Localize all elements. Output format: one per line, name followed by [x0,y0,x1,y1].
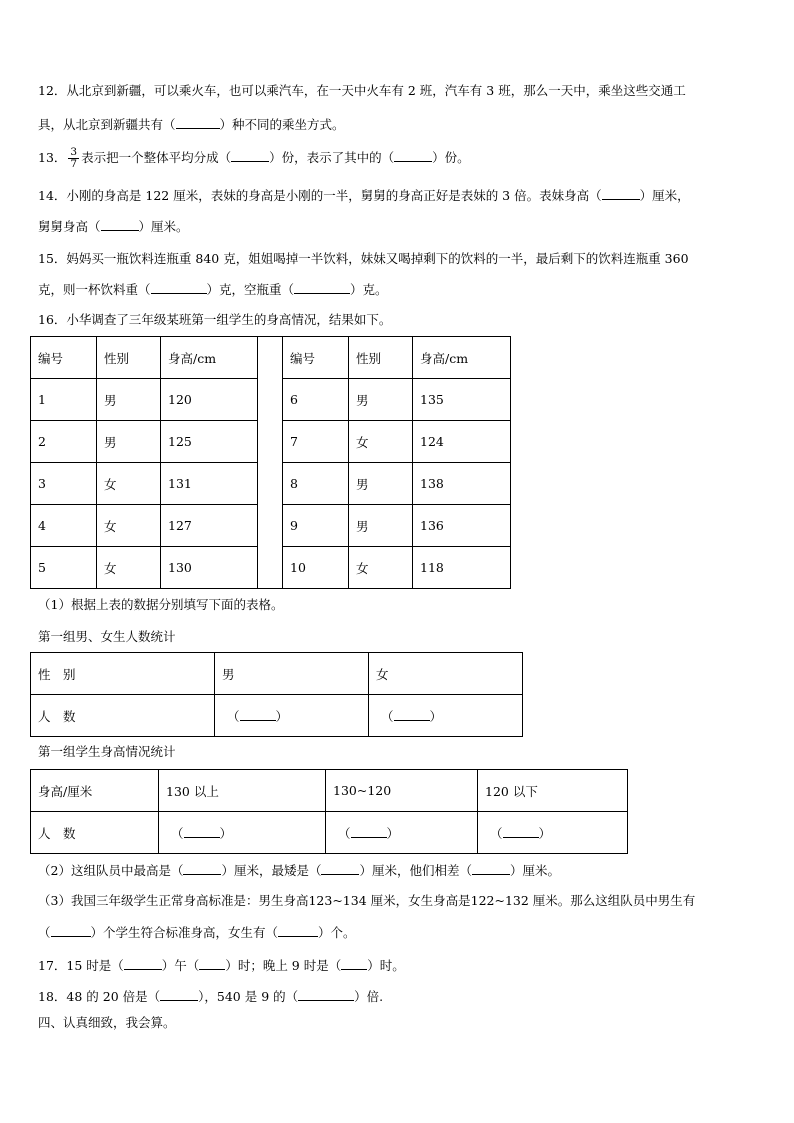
table2-title: 第一组男、女生人数统计 [38,629,176,644]
q16-sub1: （1）根据上表的数据分别填写下面的表格。 [38,597,284,612]
q14-blank-1[interactable] [602,187,640,200]
cell-female: 女 [369,653,523,695]
cell-height-label: 身高/厘米 [31,770,159,812]
below-120-count-blank[interactable] [478,812,628,854]
cell-height: 127 [161,505,258,547]
paren-open: （ [171,825,184,841]
cell-count-label: 人 数 [31,695,215,737]
paren-close: ） [275,708,289,724]
answer-blank[interactable] [240,708,276,721]
section-4-heading: 四、认真细致，我会算。 [38,1015,176,1030]
cell-count-label: 人 数 [31,812,159,854]
range-120-130-count-blank[interactable] [326,812,478,854]
q15-blank-1[interactable] [151,281,207,294]
header-height: 身高/cm [161,337,258,379]
q15-line2 [38,281,388,298]
table-row [31,770,628,812]
q13-text-a: 表示把一个整体平均分成（ [81,150,232,165]
table3-title: 第一组学生身高情况统计 [38,744,176,759]
cell-height: 124 [413,421,511,463]
answer-blank[interactable] [394,708,430,721]
q13-text-b: ）份，表示了其中的（ [269,150,395,165]
q12-text-b: ）种不同的乘坐方式。 [219,117,345,132]
cell-range-above-130: 130 以上 [159,770,326,812]
cell-number: 5 [31,547,97,589]
cell-gender: 女 [349,421,413,463]
cell-height: 135 [413,379,511,421]
q13-blank-2[interactable] [394,149,432,162]
q15-text-c: ）克。 [350,282,388,297]
paren-close: ） [219,825,233,841]
q17-text-a: 17．15 时是（ [38,958,124,973]
q13-text-c: ）份。 [432,150,470,165]
q13-fraction-numerator: 3 [70,146,78,158]
q16-intro: 16．小华调查了三年级某班第一组学生的身高情况，结果如下。 [38,312,392,327]
q17-text-c: ）时；晚上 9 时是（ [225,958,342,973]
table-row [31,653,523,695]
cell-gender-label: 性 别 [31,653,215,695]
q15-text-b: ）克，空瓶重（ [206,282,295,297]
girls-standard-blank[interactable] [278,924,318,937]
q14-text-b: ）厘米， [639,188,690,203]
cell-gender: 女 [97,463,161,505]
header-gender: 性别 [97,337,161,379]
q14-text-c: 舅舅身高（ [38,219,101,234]
cell-gender: 男 [97,421,161,463]
cell-gender: 男 [349,379,413,421]
sub2-text-d: ）厘米。 [510,863,561,878]
q14-text-d: ）厘米。 [138,219,189,234]
q17-line [38,957,405,974]
paren-open: （ [490,825,503,841]
cell-male: 男 [215,653,369,695]
answer-blank[interactable] [503,825,539,838]
cell-height: 118 [413,547,511,589]
table-divider-gap [258,337,283,589]
paren-close: ） [386,825,400,841]
paren-open: （ [338,825,351,841]
cell-height: 131 [161,463,258,505]
above-130-count-blank[interactable] [159,812,326,854]
table-row [31,812,628,854]
answer-blank[interactable] [351,825,387,838]
cell-height: 130 [161,547,258,589]
q16-sub3-line1: （3）我国三年级学生正常身高标准是：男生身高123~134 厘米，女生身高是122~132 厘米。那么这组队员中男生有 [38,893,696,908]
cell-gender: 男 [97,379,161,421]
q17-blank-1[interactable] [124,957,162,970]
q13-line [38,146,470,170]
q18-blank-2[interactable] [298,988,354,1001]
q15-line1: 15．妈妈买一瓶饮料连瓶重 840 克，姐姐喝掉一半饮料，妹妹又喝掉剩下的饮料的一半，最后剩下的饮料连瓶重 360 [38,251,689,266]
cell-number: 7 [283,421,349,463]
paren-close: ） [429,708,443,724]
q17-blank-3[interactable] [341,957,367,970]
cell-height: 120 [161,379,258,421]
q12-line2 [38,116,345,133]
q13-fraction [68,147,79,170]
q12-text-a: 具，从北京到新疆共有（ [38,117,176,132]
q12-line1: 12．从北京到新疆，可以乘火车，也可以乘汽车，在一天中火车有 2 班，汽车有 3 班，那么一天中，乘坐这些交通工 [38,83,686,98]
header-number-right: 编号 [283,337,349,379]
paren-open: （ [381,708,394,724]
q18-text-c: ）倍. [354,989,384,1004]
cell-number: 1 [31,379,97,421]
header-height-right: 身高/cm [413,337,511,379]
cell-range-120-130: 130~120 [326,770,478,812]
shortest-blank[interactable] [321,862,359,875]
sub3-text-b: ）个学生符合标准身高，女生有（ [90,925,279,940]
q14-line2 [38,218,189,235]
female-count-blank[interactable] [369,695,523,737]
sub3-text-c: ）个。 [318,925,356,940]
cell-number: 2 [31,421,97,463]
paren-open: （ [227,708,240,724]
q13-number: 13． [38,150,67,165]
cell-number: 9 [283,505,349,547]
cell-gender: 女 [349,547,413,589]
q18-text-a: 18．48 的 20 倍是（ [38,989,161,1004]
table-row [31,695,523,737]
q18-blank-1[interactable] [160,988,198,1001]
sub2-text-b: ）厘米，最矮是（ [221,863,322,878]
q16-sub3-line2 [38,924,356,941]
tallest-blank[interactable] [183,862,221,875]
q18-line [38,988,383,1005]
cell-number: 3 [31,463,97,505]
cell-number: 10 [283,547,349,589]
sub3-text-a: （ [38,925,51,940]
q12-answer-blank[interactable] [176,116,220,129]
cell-number: 8 [283,463,349,505]
table-header-row [31,337,511,379]
q15-blank-2[interactable] [294,281,350,294]
boys-standard-blank[interactable] [51,924,91,937]
paren-close: ） [538,825,552,841]
cell-number: 4 [31,505,97,547]
q14-line1 [38,187,690,204]
height-data-table [30,336,511,589]
cell-number: 6 [283,379,349,421]
q17-text-b: ）午（ [161,958,200,973]
cell-gender: 女 [97,505,161,547]
sub2-text-c: ）厘米，他们相差（ [359,863,472,878]
q13-blank-1[interactable] [231,149,269,162]
cell-height: 136 [413,505,511,547]
q15-text-a: 克，则一杯饮料重（ [38,282,151,297]
q14-text-a: 14．小刚的身高是 122 厘米，表妹的身高是小刚的一半，舅舅的身高正好是表妹的 3 倍。表妹身高（ [38,188,602,203]
cell-height: 125 [161,421,258,463]
male-count-blank[interactable] [215,695,369,737]
header-gender-right: 性别 [349,337,413,379]
sub2-text-a: （2）这组队员中最高是（ [38,863,184,878]
q18-text-b: ），540 是 9 的（ [198,989,299,1004]
cell-gender: 男 [349,505,413,547]
height-range-table [30,769,628,854]
q13-fraction-denominator: 7 [70,158,78,170]
gender-count-table [30,652,523,737]
header-number: 编号 [31,337,97,379]
difference-blank[interactable] [472,862,510,875]
cell-gender: 男 [349,463,413,505]
cell-gender: 女 [97,547,161,589]
cell-height: 138 [413,463,511,505]
q17-blank-2[interactable] [199,957,225,970]
answer-blank[interactable] [184,825,220,838]
cell-range-below-120: 120 以下 [478,770,628,812]
q16-sub2 [38,862,560,879]
q14-blank-2[interactable] [101,218,139,231]
q17-text-d: ）时。 [367,958,405,973]
